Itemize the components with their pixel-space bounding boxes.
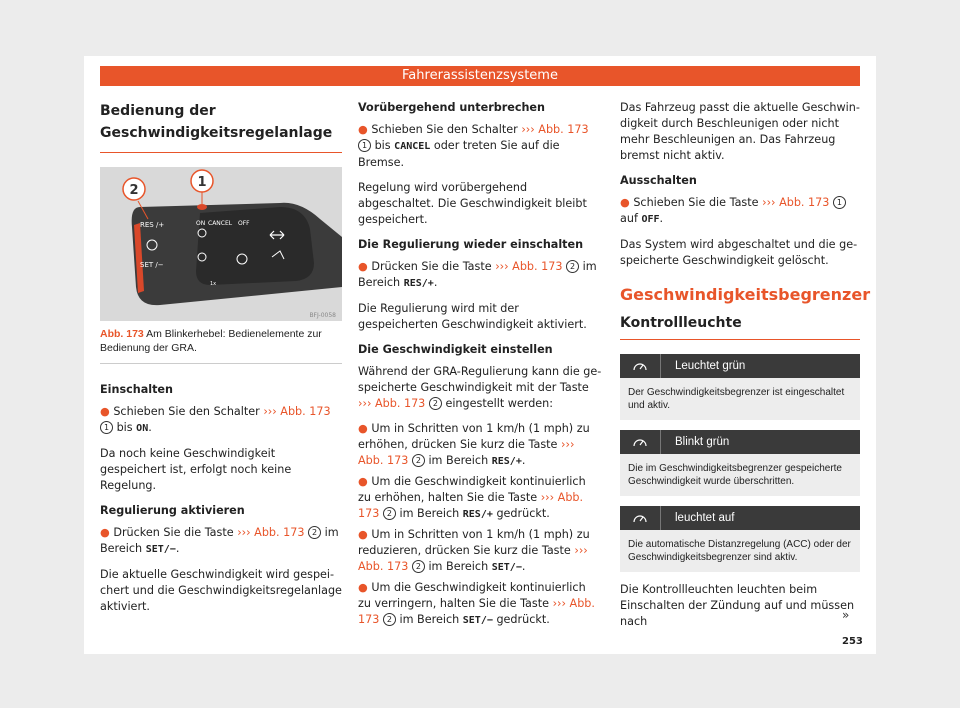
heading-wieder: Die Regulierung wieder einschalten <box>358 238 584 251</box>
lamp-row <box>620 430 860 496</box>
figure-callout-2: 2 <box>129 183 139 198</box>
heading-einstellen: Die Geschwindigkeit einstellen <box>358 343 553 356</box>
lamp-text: Die im Geschwindigkeitsbegrenzer gespeicherte Geschwindigkeit wurde überschritten. <box>620 454 860 496</box>
speedometer-icon <box>620 436 660 448</box>
paragraph: Da noch keine Geschwindigkeit gespeichert ist, erfolgt noch keine Regelung. <box>100 447 292 492</box>
section-title: Bedienung der Geschwindigkeitsregelanlage <box>100 100 342 153</box>
column-2 <box>358 100 602 633</box>
section-header: Fahrerassistenzsysteme <box>100 66 860 86</box>
link-abb[interactable]: ››› Abb. 173 <box>495 260 563 273</box>
chapter-title: Geschwindigkeitsbegrenzer <box>620 285 871 304</box>
step-einschalten: ● Schieben Sie den Schalter ››› Abb. 173 1 bis ON. <box>100 405 331 434</box>
link-abb[interactable]: ››› Abb. 173 <box>762 196 830 209</box>
cancel-label: CANCEL <box>208 220 233 227</box>
on-label: ON <box>196 220 206 227</box>
caption-ref: Abb. 173 <box>100 328 144 340</box>
figure-callout-1: 1 <box>197 175 207 190</box>
paragraph-einstellen: Während der GRA-Regulierung kann die gespeicherte Geschwindigkeit mit der Taste ››› Abb. 173 2 eingestellt werden: <box>358 365 602 410</box>
paragraph: Die Regulierung wird mit der gespeicherten Geschwindigkeit aktiviert. <box>358 302 587 331</box>
link-abb[interactable]: ››› Abb. 173 <box>358 491 584 520</box>
heading-unterbrechen: Vorübergehend unterbrechen <box>358 101 545 114</box>
lamp-row <box>620 354 860 420</box>
figure-caption <box>100 327 342 364</box>
continue-marker: » <box>842 608 850 622</box>
speedometer-icon <box>620 512 660 524</box>
stalk-illustration <box>100 167 342 321</box>
step-unterbrechen: ● Schieben Sie den Schalter ››› Abb. 173 1 bis CANCEL oder treten Sie auf die Bremse. <box>358 123 589 169</box>
paragraph: Das System wird abgeschaltet und die gespeicherte Geschwindigkeit gelöscht. <box>620 238 858 267</box>
link-abb[interactable]: ››› Abb. 173 <box>358 544 588 573</box>
figure-code: BFJ-0058 <box>309 312 336 319</box>
bullet-2: ● Um die Geschwindigkeit kontinuierlich zu erhöhen, halten Sie die Taste ››› Abb. 173 2 im Bereich RES/+ gedrückt. <box>358 475 586 520</box>
heading-ausschalten: Ausschalten <box>620 174 697 187</box>
lamp-label: leuchtet auf <box>660 506 734 530</box>
step-aktivieren: ● Drücken Sie die Taste ››› Abb. 173 2 im Bereich SET/−. <box>100 526 339 555</box>
link-abb[interactable]: ››› Abb. 173 <box>263 405 331 418</box>
bullet-3: ● Um in Schritten von 1 km/h (1 mph) zu reduzieren, drücken Sie kurz die Taste ››› Abb. 173 2 im Bereich SET/−. <box>358 528 590 573</box>
link-abb[interactable]: ››› Abb. 173 <box>358 397 426 410</box>
page-number: 253 <box>842 636 863 647</box>
column-3 <box>620 100 871 639</box>
step-wieder: ● Drücken Sie die Taste ››› Abb. 173 2 im Bereich RES/+. <box>358 260 597 289</box>
step-ausschalten: ● Schieben Sie die Taste ››› Abb. 173 1 auf OFF. <box>620 195 860 228</box>
link-abb[interactable]: ››› Abb. 173 <box>521 123 589 136</box>
lamp-text: Die automatische Distanzregelung (ACC) oder der Geschwindigkeitsbegrenzer sind aktiv. <box>620 530 860 572</box>
lamp-row <box>620 506 860 572</box>
lamp-label: Blinkt grün <box>660 430 729 454</box>
caption-text: Am Blinkerhebel: Bedienelemente zur Bedienung der GRA. <box>100 328 322 354</box>
bullet-1: ● Um in Schritten von 1 km/h (1 mph) zu erhöhen, drücken Sie kurz die Taste ››› Abb. 173 2 im Bereich RES/+. <box>358 422 590 467</box>
onex-label: 1x <box>210 281 217 287</box>
subsection-title: Kontrollleuchte <box>620 315 860 340</box>
set-label: SET /− <box>140 261 164 269</box>
link-abb[interactable]: ››› Abb. 173 <box>358 597 595 626</box>
paragraph: Das Fahrzeug passt die aktuelle Geschwindigkeit durch Beschleunigen oder nicht mehr Beschleunigen an. Das Fahrzeug bremst nicht aktiv. <box>620 101 860 162</box>
heading-einschalten: Einschalten <box>100 383 173 396</box>
heading-aktivieren: Regulierung aktivieren <box>100 504 245 517</box>
lamp-text: Der Geschwindigkeitsbegrenzer ist eingeschaltet und aktiv. <box>620 378 860 420</box>
paragraph: Die aktuelle Geschwindigkeit wird gespeichert und die Geschwindigkeitsregelanlage aktiviert. <box>100 568 342 613</box>
bullet-4: ● Um die Geschwindigkeit kontinuierlich zu verringern, halten Sie die Taste ››› Abb. 173 2 im Bereich SET/− gedrückt. <box>358 581 595 626</box>
column-1 <box>100 100 342 624</box>
off-label: OFF <box>238 220 250 227</box>
paragraph: Die Kontrollleuchten leuchten beim Einschalten der Zündung auf und müssen nach <box>620 583 855 628</box>
link-abb[interactable]: ››› Abb. 173 <box>358 438 575 467</box>
paragraph: Regelung wird vorübergehend abgeschaltet. Die Geschwindigkeit bleibt gespeichert. <box>358 181 587 226</box>
link-abb[interactable]: ››› Abb. 173 <box>237 526 305 539</box>
figure-stalk <box>100 167 342 321</box>
lamp-label: Leuchtet grün <box>660 354 745 378</box>
speedometer-icon <box>620 360 660 372</box>
res-label: RES /+ <box>140 221 165 229</box>
